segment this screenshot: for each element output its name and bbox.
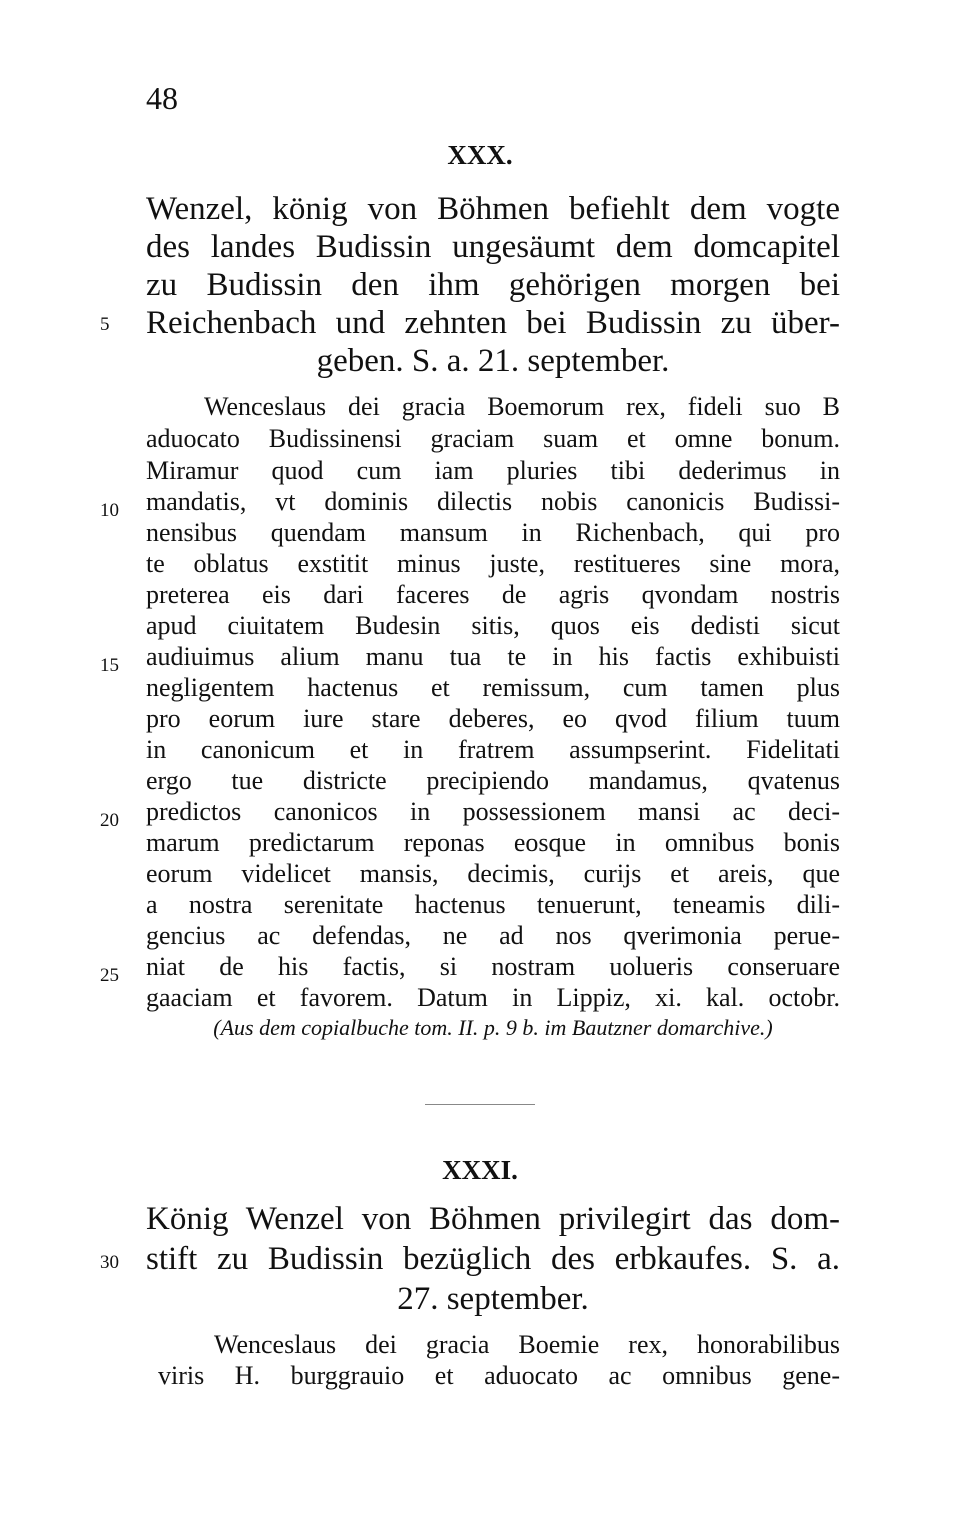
body-line: in canonicum et in fratrem assumpserint. Fidelitati	[146, 735, 840, 764]
body-line: viris H. burggrauio et aduocato ac omnibus gene-	[158, 1361, 840, 1390]
body-line: negligentem hactenus et remissum, cum tamen plus	[146, 673, 840, 702]
body-line: te oblatus exstitit minus juste, restitueres sine mora,	[146, 549, 840, 578]
line-number: 10	[100, 500, 119, 521]
body-line: Miramur quod cum iam pluries tibi dederimus in	[146, 456, 840, 485]
body-line: niat de his factis, si nostram uolueris conseruare	[146, 952, 840, 981]
body-line: mandatis, vt dominis dilectis nobis canonicis Budissi-	[146, 487, 840, 516]
title-line: geben. S. a. 21. september.	[316, 343, 670, 379]
body-line: marum predictarum reponas eosque in omnibus bonis	[146, 828, 840, 857]
section-divider	[425, 1104, 535, 1105]
body-line: nensibus quendam mansum in Richenbach, qui pro	[146, 518, 840, 547]
body-line: Wenceslaus dei gracia Boemie rex, honorabilibus	[214, 1330, 840, 1359]
title-line: des landes Budissin ungesäumt dem domcapitel	[146, 229, 840, 265]
title-line: König Wenzel von Böhmen privilegirt das dom-	[146, 1201, 840, 1237]
body-line: eorum videlicet mansis, decimis, curijs et areis, que	[146, 859, 840, 888]
title-line: Reichenbach und zehnten bei Budissin zu über-	[146, 305, 840, 341]
body-line: gencius ac defendas, ne ad nos qverimonia perue-	[146, 921, 840, 950]
line-number: 25	[100, 965, 119, 986]
line-number: 15	[100, 655, 119, 676]
source-note: (Aus dem copialbuche tom. II. p. 9 b. im Bautzner domarchive.)	[213, 1015, 773, 1040]
line-number: 5	[100, 314, 110, 335]
title-line: zu Budissin den ihm gehörigen morgen bei	[146, 267, 840, 303]
document-number-xxx: XXX.	[447, 140, 513, 170]
body-line: audiuimus alium manu tua te in his factis exhibuisti	[146, 642, 840, 671]
title-line: 27. september.	[397, 1281, 589, 1317]
body-line: aduocato Budissinensi graciam suam et omne bonum.	[146, 424, 840, 453]
title-line: Wenzel, könig von Böhmen befiehlt dem vogte	[146, 191, 840, 227]
body-line: gaaciam et favorem. Datum in Lippiz, xi. kal. octobr.	[146, 983, 840, 1012]
page-number: 48	[146, 80, 178, 116]
body-line: Wenceslaus dei gracia Boemorum rex, fideli suo B	[204, 392, 840, 421]
body-line: preterea eis dari faceres de agris qvondam nostris	[146, 580, 840, 609]
title-line: stift zu Budissin bezüglich des erbkaufes. S. a.	[146, 1241, 840, 1277]
body-line: a nostra serenitate hactenus tenuerunt, teneamis dili-	[146, 890, 840, 919]
body-line: apud ciuitatem Budesin sitis, quos eis dedisti sicut	[146, 611, 840, 640]
line-number: 20	[100, 810, 119, 831]
body-line: ergo tue districte precipiendo mandamus, qvatenus	[146, 766, 840, 795]
document-number-xxxi: XXXI.	[442, 1155, 518, 1185]
body-line: predictos canonicos in possessionem mansi ac deci-	[146, 797, 840, 826]
line-number: 30	[100, 1252, 119, 1273]
body-line: pro eorum iure stare deberes, eo qvod filium tuum	[146, 704, 840, 733]
